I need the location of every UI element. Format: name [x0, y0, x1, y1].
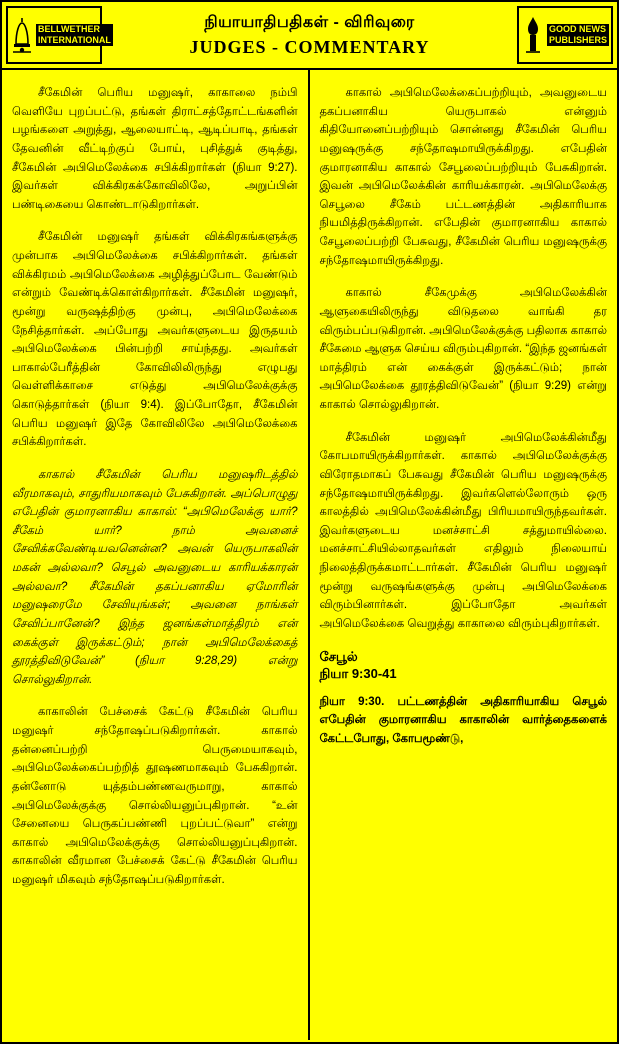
paragraph: காகால் சீகேமின் பெரிய மனுஷரிடத்தில் வீரமாகவும், சாதுரியமாகவும் பேசுகிறான். அப்பொழுது எபேதின் குமாரனாகிய காகால்: “அபிமெலேக்கு யார்? சீகேம் யார்? நாம் அவனைச் சேவிக்கவேண்டியவனென்ன? அவன் யெருபாகலின் மகன் அல்லவா? செபூல் அவனுடைய காரியக்காரன் அல்லவா? சீகேமின் தகப்பனாகிய ஏமோரின் மனுஷரைமே சேவியுங்கள்; அவனை நாங்கள் சேவிப்பானேன்? இந்த ஜனங்கள்மாத்திரம் என் கைக்குள் இருக்கட்டும்; நான் அபிமெலேக்கைத் தூரத்திவிடுவேன்” (நியா 9:28,29) என்று சொல்லுகிறான். [12, 468, 298, 686]
verse-text: நியா 9:30. பட்டணத்தின் அதிகாரியாகிய செபூல் எபேதின் குமாரனாகிய காகாலின் வார்த்தைகளைக் கேட்டபோது, கோபமூண்டு, [319, 695, 607, 745]
section-heading-title: சேபூல் [319, 648, 358, 664]
page-title-english: JUDGES - COMMENTARY [189, 36, 430, 57]
bellwether-logo-line2: INTERNATIONAL [38, 35, 111, 45]
paragraph: சீகேமின் மனுஷர் தங்கள் விக்கிரகங்களுக்கு முன்பாக அபிமெலேக்கை சபிக்கிறார்கள். தங்கள் விக்கிரமம் அபிமெலேக்கை அழித்துப்போட வேண்டும் என்றும் வேண்டிக்கொள்கிறார்கள். சீகேமின் மனுஷர், மூன்று வருஷத்திற்கு முன்பு, அபிமெலேக்கை நேசித்தார்கள். அப்போது அவர்களுடைய இருதயம் அபிமெலேக்கை பின்பற்றி சாய்ந்தது. அவர்கள் பாகால்பேரீத்தின் கோவிலிலிருந்து எழுபது வெள்ளிக்காசை எடுத்து அபிமெலேக்குக்கு கொடுத்தார்கள் (நியா 9:4). இப்போதோ, சீகேமின் பெரிய மனுஷர் இதே கோவிலிலே அபிமெலேக்கை சபிக்கிறார்கள். [12, 231, 298, 449]
good-news-logo-text [547, 24, 609, 47]
good-news-logo-line2: PUBLISHERS [549, 35, 608, 45]
torch-icon [522, 14, 544, 56]
left-column [2, 70, 310, 1040]
paragraph: சீகேமின் மனுஷர் அபிமெலேக்கின்மீது கோபமாயிருக்கிறார்கள். காகால் அபிமெலேக்குக்கு விரோதமாகப் பேசுவது சீகேமின் பெரிய மனுஷருக்கு சந்தோஷமாயிருக்கிறது. இவர்களெல்லோரும் ஒரு காலத்தில் அபிமெலேக்கின்மீது பிரியமாயிருந்தவர்கள். இவர்களுடைய மனச்சாட்சி சத்துமாயில்லை. மனச்சாட்சியில்லாதவர்கள் எதிலும் நிலையாய் நிலைத்திருக்கமாட்டார்கள். சீகேமின் பெரிய மனுஷர் மூன்று வருஷங்களுக்கு முன்பு அபிமெலேக்கை விரும்பினார்கள். இப்போதோ அவர்கள் அபிமெலேக்கை வெறுத்து காகாலை விரும்புகிறார்கள். [319, 431, 607, 630]
paragraph: சீகேமின் பெரிய மனுஷர், காகாலை நம்பி வெளியே புறப்பட்டு, தங்கள் திராட்சத்தோட்டங்களின் பழங்களை அறுத்து, ஆலையாட்டி, ஆடிப்பாடி, தங்கள் தேவனின் வீட்டிற்குப் போய், புசித்துக் குடித்து, சீகேமின் அபிமெலேக்கை சபிக்கிறார்கள் (நியா 9:27). இவர்கள் விக்கிரகக்கோவிலிலே, அறுப்பின் பண்டிகையை கொண்டாடுகிறார்கள். [12, 87, 298, 211]
body-columns [2, 70, 617, 1040]
bell-icon [11, 14, 33, 56]
bellwether-logo-line1: BELLWETHER [36, 24, 113, 35]
page-title-tamil: நியாயாதிபதிகள் - விரிவுரை [204, 13, 415, 31]
good-news-publishers-logo [517, 6, 613, 64]
bellwether-international-logo [6, 6, 111, 64]
paragraph: காகால் அபிமெலேக்கைப்பற்றியும், அவனுடைய தகப்பனாகிய யெருபாகல் என்னும் கிதியோனைப்பற்றியும் சொன்னது சீகேமின் பெரிய மனுஷருக்கு சந்தோஷமாயிருக்கிறது. எபேதின் குமாரனாகிய காகால் சேபூலைப்பற்றியும் பேசுகிறான். இவன் அபிமெலேக்கின் காரியக்காரன். அபிமெலேக்கு செபூலை சீகேம் பட்டணத்தின் அதிகாரியாக நியமித்திருக்கிறான். எபேதின் குமாரனாகிய காகால் சேபூலைப்பற்றி பேசுவது, சீகேமின் பெரிய மனுஷருக்கு சந்தோஷமாயிருக்கிறது. [319, 87, 607, 267]
paragraph: காகால் சீகேமுக்கு அபிமெலேக்கின் ஆளுகையிலிருந்து விடுதலை வாங்கி தர விரும்பப்படுகிறான். அபிமெலேக்குக்கு பதிலாக காகால் சீகேமை ஆளுக செய்ய விரும்புகிறான். “இந்த ஜனங்கள் மாத்திரம் என் கைக்குள் இருக்கட்டும்; நான் அபிமெலேக்கை தூரத்திவிடுவேன்” (நியா 9:29) என்று காகால் சொல்லுகிறான். [319, 287, 607, 411]
good-news-logo-line1: GOOD NEWS [547, 24, 609, 35]
paragraph: காகாலின் பேச்சைக் கேட்டு சீகேமின் பெரிய மனுஷர் சந்தோஷப்படுகிறார்கள். காகால் தன்னைப்பற்றி பெருமையாகவும், அபிமெலேக்கைப்பற்றித் தூஷணமாகவும் பேசுகிறான். தன்னோடு யுத்தம்பண்ணவருமாறு, காகால் அபிமெலேக்குக்கு சொல்லியனுப்புகிறான். “உன் சேனையை பெருகப்பண்ணி புறப்பட்டுவா” என்று காகால் அபிமெலேக்குக்கு சொல்லியனுப்புகிறான். காகாலின் வீரமான பேச்சைக் கேட்டு சீகேமின் பெரிய மனுஷர் மிகவும் சந்தோஷப்படுகிறார்கள். [12, 706, 298, 886]
section-heading [320, 648, 608, 683]
page-header [2, 2, 617, 70]
right-column [310, 70, 618, 1040]
section-heading-reference: நியா 9:30-41 [319, 666, 397, 682]
header-title-block [106, 2, 513, 68]
bellwether-logo-text [36, 24, 113, 47]
